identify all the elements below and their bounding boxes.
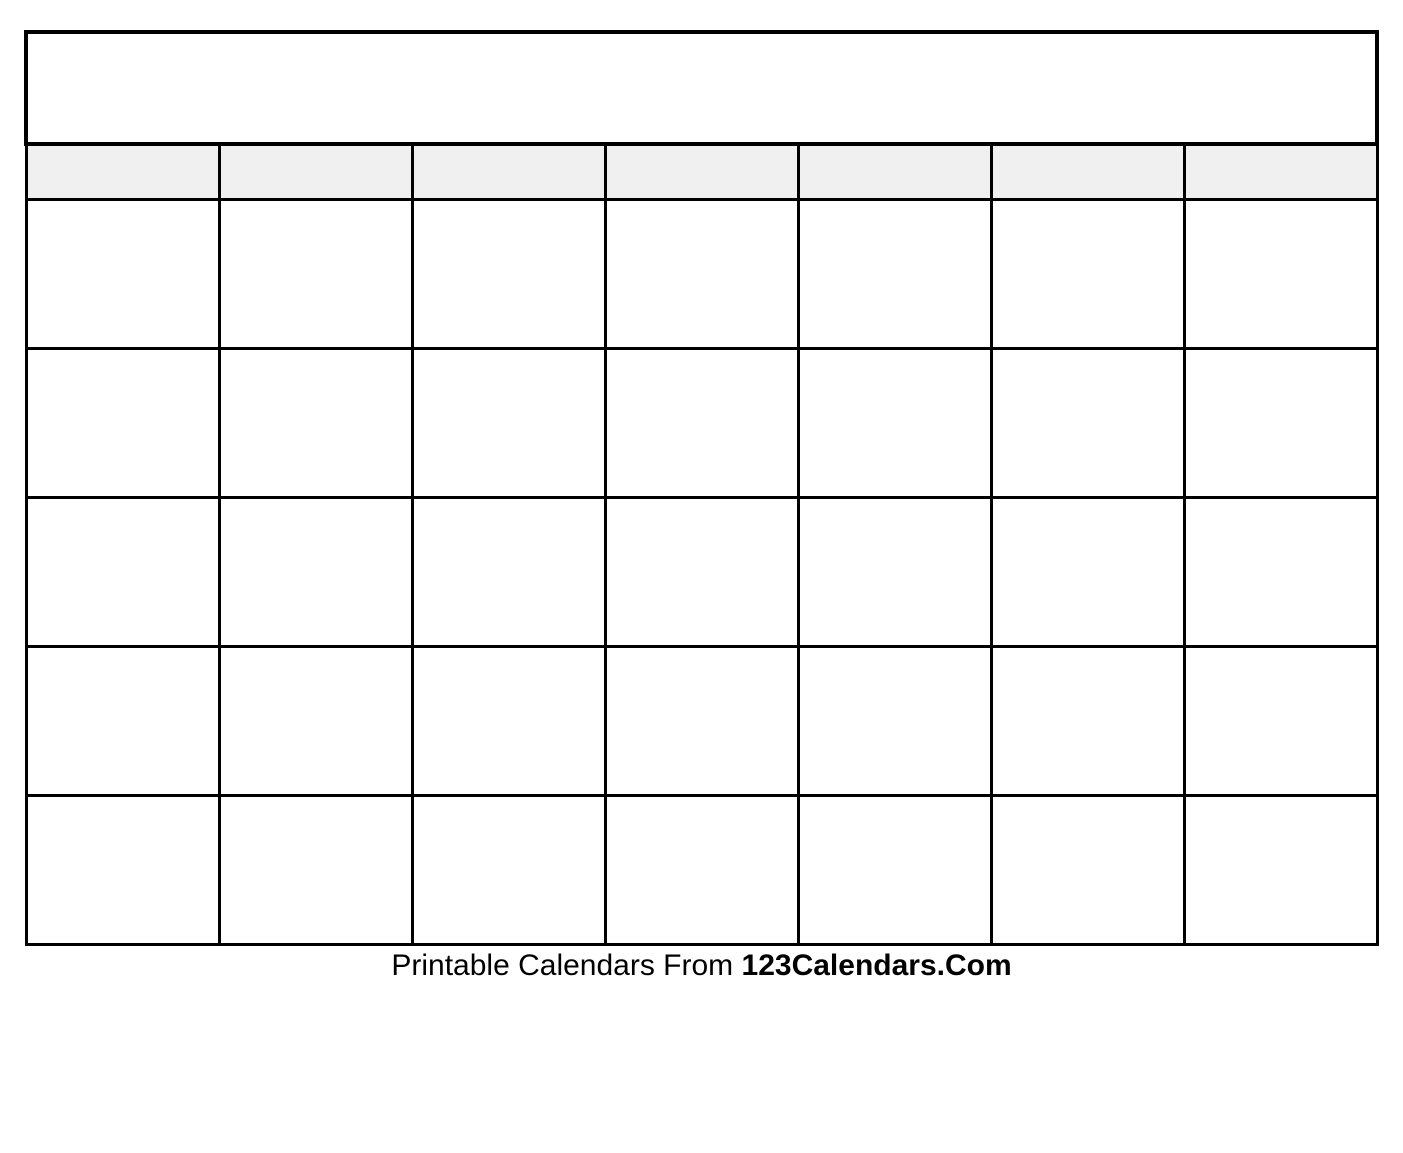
day-cell[interactable] (412, 200, 605, 349)
day-number (221, 350, 411, 356)
day-cell[interactable] (991, 200, 1184, 349)
day-number (414, 648, 604, 654)
day-number (993, 648, 1183, 654)
day-cell[interactable] (991, 647, 1184, 796)
calendar-week-row (26, 498, 1377, 647)
weekday-header-1[interactable] (219, 144, 412, 200)
day-cell[interactable] (219, 349, 412, 498)
day-cell[interactable] (798, 200, 991, 349)
day-cell[interactable] (605, 796, 798, 945)
day-number (221, 797, 411, 803)
day-number (800, 350, 990, 356)
weekday-header-5[interactable] (991, 144, 1184, 200)
day-cell[interactable] (26, 200, 219, 349)
day-number (221, 648, 411, 654)
day-number (800, 201, 990, 207)
calendar-title-row (26, 32, 1377, 144)
day-number (993, 797, 1183, 803)
day-cell[interactable] (798, 796, 991, 945)
day-number (28, 648, 218, 654)
day-number (993, 350, 1183, 356)
day-cell[interactable] (26, 647, 219, 796)
calendar-container (24, 30, 1379, 946)
day-number (607, 201, 797, 207)
day-cell[interactable] (219, 200, 412, 349)
day-cell[interactable] (412, 498, 605, 647)
day-cell[interactable] (219, 796, 412, 945)
day-cell[interactable] (412, 796, 605, 945)
day-number (414, 797, 604, 803)
day-number (993, 201, 1183, 207)
footer-brand[interactable]: 123Calendars.Com (741, 949, 1012, 982)
day-number (414, 499, 604, 505)
weekday-header-6[interactable] (1184, 144, 1377, 200)
day-number (1186, 201, 1376, 207)
calendar-week-row (26, 796, 1377, 945)
day-number (1186, 648, 1376, 654)
day-number (28, 350, 218, 356)
day-number (414, 201, 604, 207)
day-cell[interactable] (605, 498, 798, 647)
day-cell[interactable] (605, 647, 798, 796)
day-cell[interactable] (219, 647, 412, 796)
day-cell[interactable] (798, 647, 991, 796)
day-number (1186, 499, 1376, 505)
day-number (607, 797, 797, 803)
day-cell[interactable] (1184, 796, 1377, 945)
day-cell[interactable] (1184, 647, 1377, 796)
day-cell[interactable] (219, 498, 412, 647)
day-number (221, 499, 411, 505)
month-title-cell[interactable] (26, 32, 1377, 144)
day-cell[interactable] (1184, 200, 1377, 349)
footer-credit (0, 948, 1403, 984)
day-number (607, 499, 797, 505)
day-cell[interactable] (26, 498, 219, 647)
day-number (1186, 797, 1376, 803)
day-number (800, 499, 990, 505)
calendar-table (24, 30, 1379, 946)
day-cell[interactable] (1184, 498, 1377, 647)
day-number (28, 499, 218, 505)
day-cell[interactable] (1184, 349, 1377, 498)
day-cell[interactable] (991, 349, 1184, 498)
day-number (800, 797, 990, 803)
calendar-week-row (26, 349, 1377, 498)
day-number (800, 648, 990, 654)
day-number (607, 350, 797, 356)
day-cell[interactable] (991, 498, 1184, 647)
calendar-week-row (26, 647, 1377, 796)
day-number (993, 499, 1183, 505)
day-number (28, 797, 218, 803)
day-number (607, 648, 797, 654)
day-number (28, 201, 218, 207)
day-cell[interactable] (412, 349, 605, 498)
day-cell[interactable] (991, 796, 1184, 945)
day-cell[interactable] (412, 647, 605, 796)
day-number (414, 350, 604, 356)
weekday-header-2[interactable] (412, 144, 605, 200)
day-number (221, 201, 411, 207)
calendar-week-row (26, 200, 1377, 349)
day-cell[interactable] (26, 796, 219, 945)
day-cell[interactable] (798, 349, 991, 498)
day-cell[interactable] (605, 349, 798, 498)
footer-prefix: Printable Calendars From (391, 949, 742, 982)
weekday-header-0[interactable] (26, 144, 219, 200)
day-cell[interactable] (26, 349, 219, 498)
weekday-header-3[interactable] (605, 144, 798, 200)
day-cell[interactable] (605, 200, 798, 349)
day-cell[interactable] (798, 498, 991, 647)
day-number (1186, 350, 1376, 356)
weekday-header-4[interactable] (798, 144, 991, 200)
weekday-header-row (26, 144, 1377, 200)
